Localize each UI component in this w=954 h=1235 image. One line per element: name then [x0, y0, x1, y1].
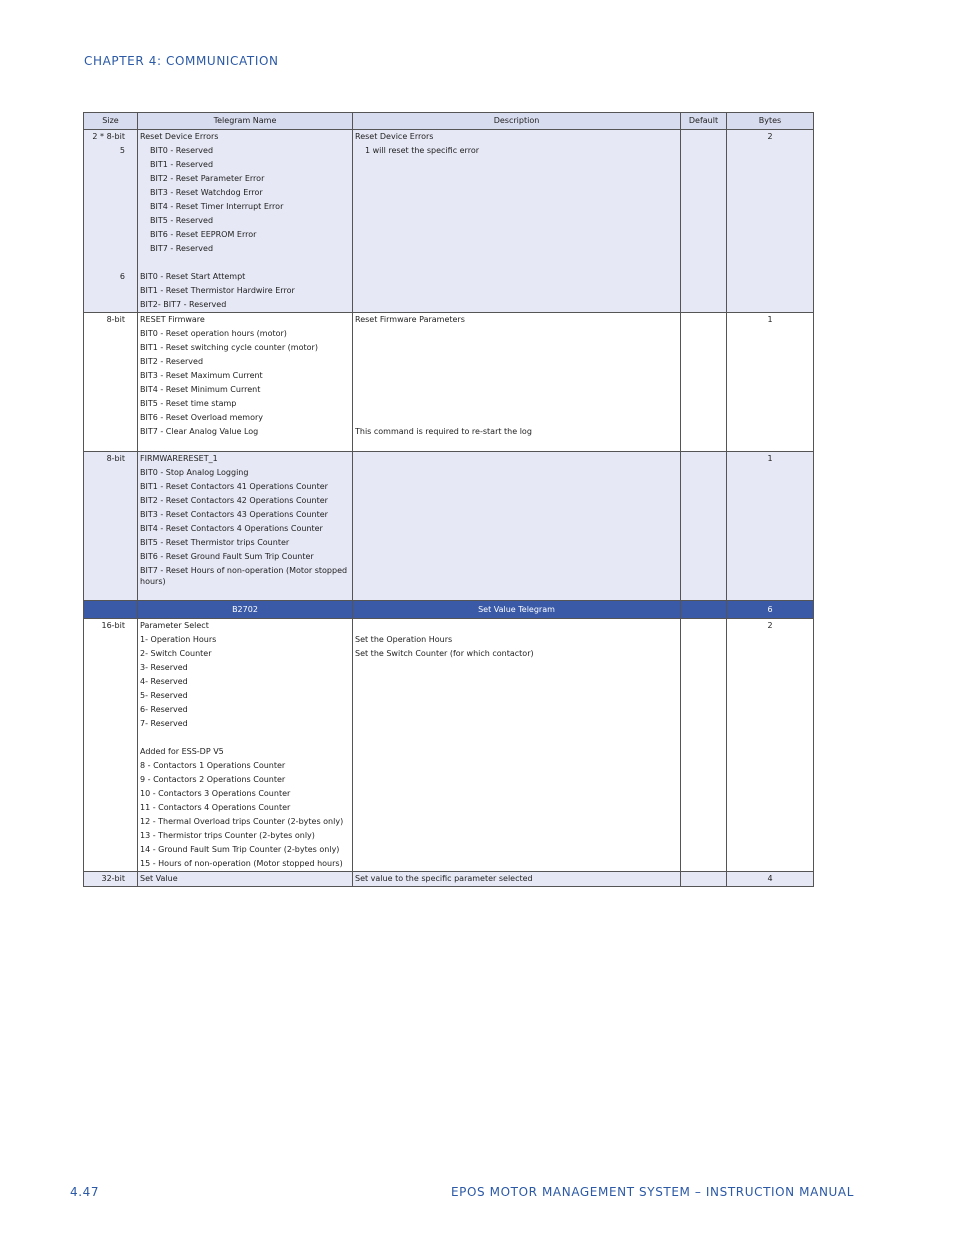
size-cell	[84, 872, 138, 887]
section-telegram-name: B2702	[138, 601, 353, 619]
bytes-cell	[727, 130, 814, 313]
size-line	[86, 214, 125, 228]
section-default-cell	[681, 601, 727, 619]
name-line: Reset Device Errors	[140, 132, 219, 141]
name-line: BIT6 - Reset EEPROM Error	[150, 230, 257, 239]
name-line	[140, 731, 350, 745]
bytes-value: 2	[767, 132, 773, 141]
size-line: 16-bit	[101, 621, 125, 630]
name-line: BIT6 - Reset Ground Fault Sum Trip Counter	[140, 552, 314, 561]
desc-line: Reset Device Errors	[355, 132, 434, 141]
name-line: 5- Reserved	[140, 691, 188, 700]
name-line: 15 - Hours of non-operation (Motor stopped hours)	[140, 859, 343, 868]
name-line: BIT5 - Reserved	[150, 216, 214, 225]
page-number: 4.47	[70, 1185, 100, 1199]
name-line: 14 - Ground Fault Sum Trip Counter (2-bytes only)	[140, 845, 340, 854]
table-row	[84, 619, 814, 872]
bytes-cell	[727, 619, 814, 872]
table-row	[84, 872, 814, 887]
size-line: 5	[119, 146, 125, 155]
name-line: BIT3 - Reset Contactors 43 Operations Counter	[140, 510, 328, 519]
desc-line	[355, 619, 678, 633]
section-description: Set Value Telegram	[353, 601, 681, 619]
default-cell	[681, 452, 727, 601]
size-cell	[84, 619, 138, 872]
table-row	[84, 452, 814, 601]
table-header-row	[84, 113, 814, 130]
name-line: BIT0 - Stop Analog Logging	[140, 468, 249, 477]
name-line: BIT6 - Reset Overload memory	[140, 413, 263, 422]
name-line: 3- Reserved	[140, 663, 188, 672]
desc-line: Set the Switch Counter (for which contactor)	[355, 649, 534, 658]
name-line: BIT0 - Reserved	[150, 146, 214, 155]
desc-line	[355, 397, 678, 411]
chapter-heading: CHAPTER 4: COMMUNICATION	[84, 54, 279, 68]
telegram-name-cell	[138, 872, 353, 887]
name-line: BIT5 - Reset Thermistor trips Counter	[140, 538, 290, 547]
size-line	[86, 172, 125, 186]
size-line: 8-bit	[106, 315, 125, 324]
telegram-name-cell	[138, 619, 353, 872]
name-line: 12 - Thermal Overload trips Counter (2-bytes only)	[140, 817, 344, 826]
name-line: Parameter Select	[140, 621, 209, 630]
bytes-value: 4	[767, 874, 773, 883]
manual-title: EPOS MOTOR MANAGEMENT SYSTEM – INSTRUCTION MANUAL	[450, 1185, 854, 1199]
col-header-default: Default	[681, 113, 727, 130]
name-line: BIT7 - Clear Analog Value Log	[140, 427, 259, 436]
name-line: BIT0 - Reset Start Attempt	[140, 272, 246, 281]
name-line: 9 - Contactors 2 Operations Counter	[140, 775, 286, 784]
desc-line: Set value to the specific parameter selected	[355, 874, 533, 883]
bytes-cell	[727, 452, 814, 601]
size-line: 32-bit	[101, 874, 125, 883]
telegram-name-cell	[138, 452, 353, 601]
size-line	[86, 242, 125, 256]
name-line: BIT3 - Reset Maximum Current	[140, 371, 263, 380]
name-line: 6- Reserved	[140, 705, 188, 714]
desc-line: Reset Firmware Parameters	[355, 315, 465, 324]
desc-line: Set the Operation Hours	[355, 635, 453, 644]
name-line: 2- Switch Counter	[140, 649, 212, 658]
name-line: BIT1 - Reset Thermistor Hardwire Error	[140, 286, 295, 295]
size-line	[86, 284, 125, 298]
bytes-value: 2	[767, 621, 773, 630]
size-line	[86, 256, 125, 270]
name-line: 8 - Contactors 1 Operations Counter	[140, 761, 286, 770]
desc-line: 1 will reset the specific error	[365, 146, 479, 155]
name-line: BIT5 - Reset time stamp	[140, 399, 237, 408]
name-line: BIT1 - Reset switching cycle counter (motor)	[140, 343, 318, 352]
name-line: BIT7 - Reserved	[150, 244, 214, 253]
name-line: BIT2 - Reset Parameter Error	[150, 174, 265, 183]
desc-line	[355, 411, 678, 425]
name-line: BIT0 - Reset operation hours (motor)	[140, 329, 287, 338]
description-cell	[353, 130, 681, 313]
name-line: FIRMWARERESET_1	[140, 454, 218, 463]
default-cell	[681, 619, 727, 872]
description-cell	[353, 452, 681, 601]
name-line: 7- Reserved	[140, 719, 188, 728]
name-line: BIT2- BIT7 - Reserved	[140, 300, 227, 309]
col-header-size: Size	[84, 113, 138, 130]
table-row	[84, 313, 814, 452]
bytes-cell	[727, 872, 814, 887]
default-cell	[681, 313, 727, 452]
description-cell	[353, 872, 681, 887]
name-line: 11 - Contactors 4 Operations Counter	[140, 803, 291, 812]
desc-line: This command is required to re-start the log	[355, 427, 532, 436]
name-line: BIT7 - Reset Hours of non-operation (Motor stopped hours)	[140, 566, 348, 586]
name-line: 10 - Contactors 3 Operations Counter	[140, 789, 291, 798]
size-line	[86, 158, 125, 172]
bytes-value: 1	[767, 315, 773, 324]
telegram-name-cell	[138, 313, 353, 452]
col-header-bytes: Bytes	[727, 113, 814, 130]
table-row	[84, 130, 814, 313]
default-cell	[681, 130, 727, 313]
description-cell	[353, 619, 681, 872]
name-line: RESET Firmware	[140, 315, 205, 324]
name-line	[140, 256, 350, 270]
name-line: BIT1 - Reserved	[150, 160, 214, 169]
name-line: BIT4 - Reset Timer Interrupt Error	[150, 202, 284, 211]
name-line: BIT3 - Reset Watchdog Error	[150, 188, 263, 197]
name-line: BIT4 - Reset Minimum Current	[140, 385, 261, 394]
name-line: 13 - Thermistor trips Counter (2-bytes only)	[140, 831, 315, 840]
bytes-cell	[727, 313, 814, 452]
name-line: BIT1 - Reset Contactors 41 Operations Counter	[140, 482, 328, 491]
name-line: Added for ESS-DP V5	[140, 747, 224, 756]
col-header-description: Description	[353, 113, 681, 130]
size-line: 6	[119, 272, 125, 281]
size-cell	[84, 130, 138, 313]
size-cell	[84, 452, 138, 601]
name-line: 4- Reserved	[140, 677, 188, 686]
name-line: 1- Operation Hours	[140, 635, 217, 644]
description-cell	[353, 313, 681, 452]
telegram-table	[83, 112, 814, 887]
name-line: BIT2 - Reset Contactors 42 Operations Counter	[140, 496, 328, 505]
size-line	[86, 200, 125, 214]
telegram-name-cell	[138, 130, 353, 313]
desc-line	[355, 341, 678, 355]
desc-line	[355, 355, 678, 369]
default-cell	[681, 872, 727, 887]
section-size-cell	[84, 601, 138, 619]
name-line: BIT4 - Reset Contactors 4 Operations Counter	[140, 524, 323, 533]
size-line	[86, 228, 125, 242]
size-line	[86, 186, 125, 200]
desc-line	[355, 369, 678, 383]
name-line: Set Value	[140, 874, 178, 883]
section-bytes: 6	[727, 601, 814, 619]
size-line: 2 * 8-bit	[92, 132, 125, 141]
size-cell	[84, 313, 138, 452]
col-header-telegram-name: Telegram Name	[138, 113, 353, 130]
size-line	[86, 298, 125, 312]
section-header-row	[84, 601, 814, 619]
size-line: 8-bit	[106, 454, 125, 463]
name-line: BIT2 - Reserved	[140, 357, 204, 366]
bytes-value: 1	[767, 454, 773, 463]
desc-line	[355, 327, 678, 341]
desc-line	[355, 383, 678, 397]
